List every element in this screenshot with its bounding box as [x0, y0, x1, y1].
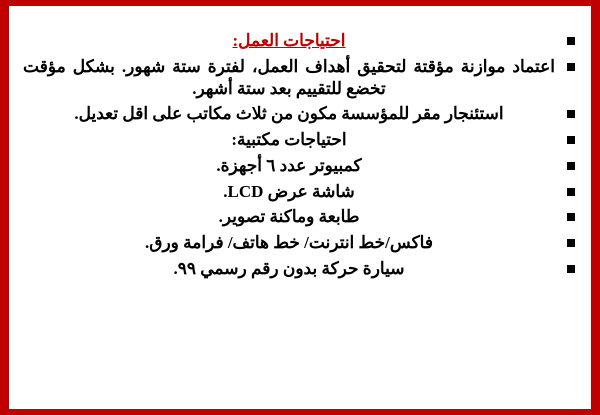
slide-content — [9, 6, 591, 409]
square-bullet-icon — [567, 162, 575, 170]
bullet-list — [23, 30, 577, 280]
square-bullet-icon — [567, 239, 575, 247]
square-bullet-icon — [567, 63, 575, 71]
list-item-title — [23, 30, 577, 52]
list-item-label: طابعة وماكنة تصوير. — [218, 207, 360, 227]
list-item-label: سيارة حركة بدون رقم رسمي ٩٩. — [173, 258, 405, 278]
list-item — [23, 181, 577, 203]
list-item — [23, 129, 577, 151]
list-item — [23, 206, 577, 228]
square-bullet-icon — [567, 265, 575, 273]
square-bullet-icon — [567, 213, 575, 221]
list-item — [23, 155, 577, 177]
list-item — [23, 103, 577, 125]
square-bullet-icon — [567, 188, 575, 196]
list-item-label: اعتماد موازنة مؤقتة لتحقيق أهداف العمل، لفترة ستة شهور. بشكل مؤقت تخضع للتقييم بعد ستة أشهر. — [23, 56, 555, 98]
square-bullet-icon — [567, 136, 575, 144]
list-item — [23, 232, 577, 254]
list-item-label: كمبيوتر عدد ٦ أجهزة. — [216, 155, 362, 175]
list-item-label: فاكس/خط انترنت/ خط هاتف/ فرامة ورق. — [145, 233, 433, 252]
list-item — [23, 56, 577, 100]
square-bullet-icon — [567, 37, 575, 45]
list-item-label: استئنجار مقر للمؤسسة مكون من ثلاث مكاتب على اقل تعديل. — [74, 104, 504, 124]
slide-title: احتياجات العمل: — [232, 31, 346, 50]
list-item-label: شاشة عرض LCD. — [223, 181, 355, 201]
list-item-label: احتياجات مكتبية: — [231, 130, 347, 149]
square-bullet-icon — [567, 110, 575, 118]
list-item — [23, 258, 577, 280]
